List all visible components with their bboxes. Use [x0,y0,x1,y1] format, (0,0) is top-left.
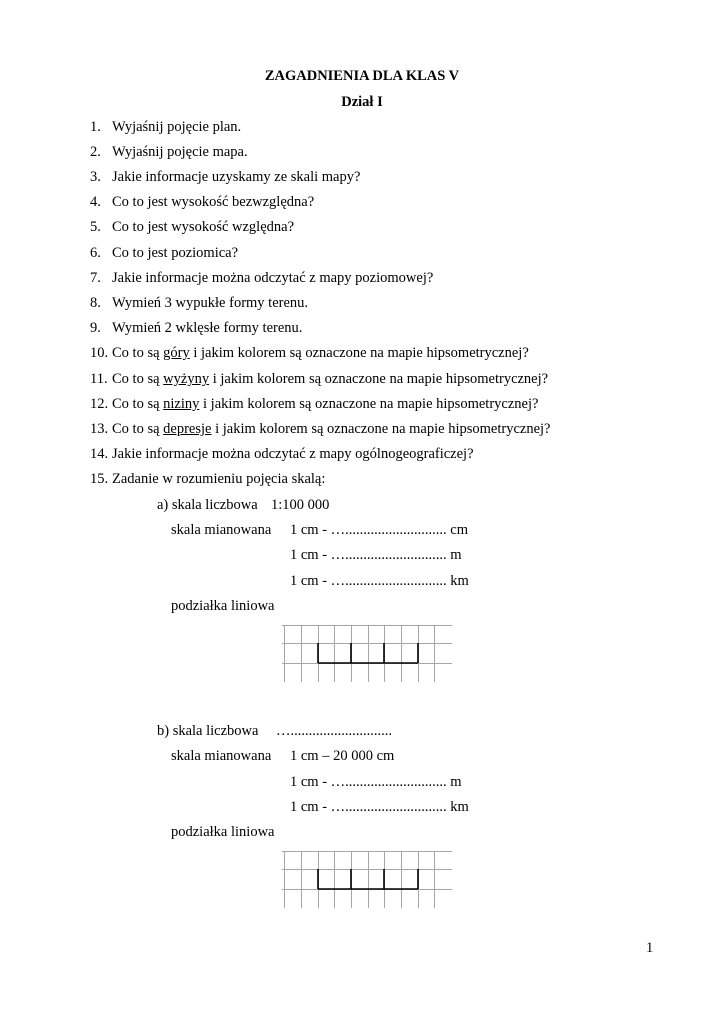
task-b-scale-grid [282,848,452,908]
task-a-scale-grid [282,622,452,682]
question-number: 8. [90,295,101,311]
section-title: Dział I [341,94,383,110]
task-a-linear-label: podziałka liniowa [171,598,275,614]
question-12 [90,395,538,413]
task-b-row-1: 1 cm – 20 000 cm [290,748,395,764]
question-term: góry [163,345,190,361]
task-b-linear-label: podziałka liniowa [171,824,275,840]
question-number: 14. [90,446,109,462]
question-2 [90,143,248,161]
task-b-label: b) skala liczbowa [157,723,259,739]
question-term: depresje [163,421,212,437]
task-b-row-2: 1 cm - …............................ m [290,774,462,790]
question-text: Co to jest wysokość bezwzględna? [112,194,315,210]
question-14 [90,445,474,463]
question-7 [90,269,433,287]
question-term: niziny [163,396,200,412]
question-number: 3. [90,169,101,185]
question-text: Jakie informacje można odczytać z mapy poziomowej? [112,270,434,286]
question-5 [90,218,294,236]
task-b-named-label: skala mianowana [171,748,272,764]
question-text-post: i jakim kolorem są oznaczone na mapie hipsometrycznej? [209,371,549,387]
question-3 [90,168,360,186]
question-number: 12. [90,396,109,412]
question-text: Co to jest poziomica? [112,245,239,261]
task-a-row-2: 1 cm - …............................ m [290,547,462,563]
question-text: Wyjaśnij pojęcie plan. [112,119,242,135]
question-text-pre: Co to są [112,371,164,387]
question-number: 7. [90,270,101,286]
task-b-row-3: 1 cm - …............................ km [290,799,469,815]
question-15 [90,470,325,488]
question-number: 4. [90,194,101,210]
question-13 [90,420,550,438]
question-number: 11. [90,371,108,387]
question-text: Jakie informacje uzyskamy ze skali mapy? [112,169,361,185]
question-text: Wymień 2 wklęsłe formy terenu. [112,320,303,336]
question-text-post: i jakim kolorem są oznaczone na mapie hipsometrycznej? [199,396,539,412]
question-text-post: i jakim kolorem są oznaczone na mapie hipsometrycznej? [189,345,529,361]
task-a-row-1: 1 cm - …............................ cm [290,522,469,538]
question-number: 9. [90,320,101,336]
question-number: 1. [90,119,101,135]
question-11 [90,370,548,388]
page-title: ZAGADNIENIA DLA KLAS V [264,68,460,84]
task-a-value: 1:100 000 [271,497,330,513]
task-a-named-label: skala mianowana [171,522,272,538]
question-text: Jakie informacje można odczytać z mapy ogólnogeograficzej? [112,446,474,462]
question-number: 13. [90,421,109,437]
question-number: 10. [90,345,109,361]
question-text-post: i jakim kolorem są oznaczone na mapie hipsometrycznej? [211,421,551,437]
question-number: 15. [90,471,109,487]
question-text-pre: Co to są [112,345,164,361]
question-8 [90,294,308,312]
question-6 [90,244,238,262]
task-b-value: …............................ [276,723,392,739]
task-a-row-3: 1 cm - …............................ km [290,573,469,589]
question-number: 6. [90,245,101,261]
question-text: Zadanie w rozumieniu pojęcia skalą: [112,471,326,487]
question-text: Co to jest wysokość względna? [112,219,295,235]
page-number: 1 [646,940,654,956]
question-number: 2. [90,144,101,160]
task-a-label: a) skala liczbowa [157,497,258,513]
question-4 [90,193,314,211]
question-text-pre: Co to są [112,396,164,412]
question-number: 5. [90,219,101,235]
question-1 [90,118,241,136]
question-text: Wyjaśnij pojęcie mapa. [112,144,248,160]
question-9 [90,319,302,337]
question-text: Wymień 3 wypukłe formy terenu. [112,295,309,311]
question-text-pre: Co to są [112,421,164,437]
question-term: wyżyny [163,371,210,387]
question-10 [90,344,529,362]
